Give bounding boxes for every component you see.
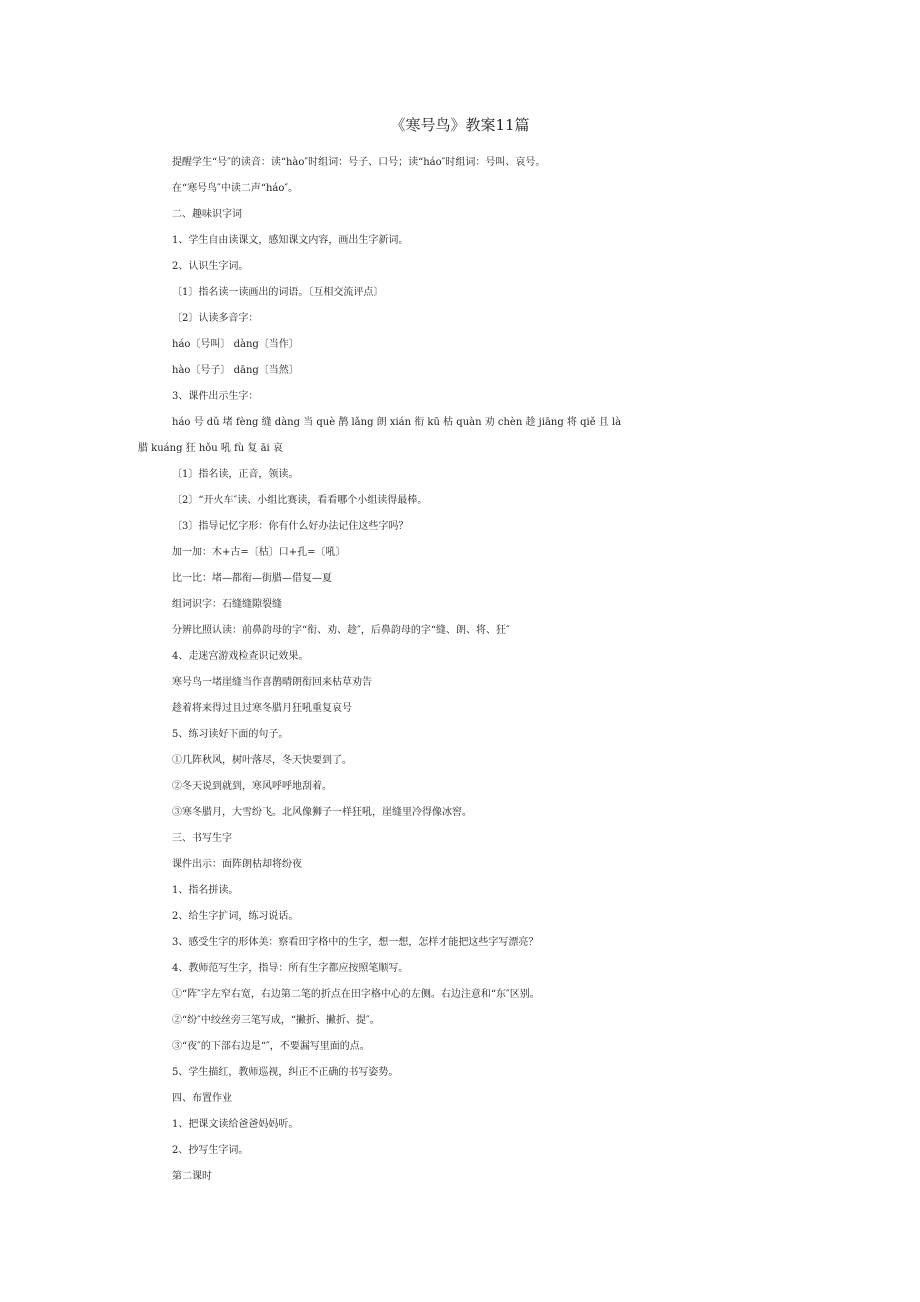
paragraph-line: hào〔号子〕 dāng〔当然〕 [172, 365, 299, 376]
paragraph-line: 1、学生自由读课文，感知课文内容，画出生字新词。 [172, 235, 409, 246]
document-body [138, 150, 908, 1190]
document-title: 《寒号鸟》教案11篇 [390, 116, 530, 134]
paragraph-line: 5、学生描红，教师巡视，纠正不正确的书写姿势。 [172, 1067, 399, 1078]
paragraph-line: 1、指名拼读。 [172, 885, 239, 896]
paragraph-line: 提醒学生“号″的读音：读“hào″时组词：号子、口号；读“háo″时组词：号叫、哀号。 [172, 157, 546, 168]
paragraph-line: 〔1〕指名读，正音，领读。 [172, 469, 299, 480]
paragraph-line: 组词识字：石缝缝隙裂缝 [172, 599, 282, 610]
paragraph-line: 2、给生字扩词，练习说话。 [172, 911, 299, 922]
paragraph-line: ②“纷″中绞丝旁三笔写成，“撇折、撇折、提″。 [172, 1015, 380, 1026]
paragraph-line: 3、课件出示生字： [172, 391, 259, 402]
paragraph-line: 比一比：堵—都衔—街腊—借复—夏 [172, 573, 332, 584]
paragraph-line: 四、布置作业 [172, 1093, 232, 1104]
paragraph-line: 加一加：木+古=〔枯〕口+孔=〔吼〕 [172, 547, 346, 558]
paragraph-line: 1、把课文读给爸爸妈妈听。 [172, 1119, 299, 1130]
paragraph-line: 课件出示：面阵朗枯却将纷夜 [172, 859, 302, 870]
paragraph-line: 4、教师范写生字，指导：所有生字都应按照笔顺写。 [172, 963, 409, 974]
paragraph-line: 4、走迷宫游戏检查识记效果。 [172, 651, 309, 662]
paragraph-line: ②冬天说到就到，寒风呼呼地刮着。 [172, 781, 332, 792]
paragraph-line: ①“阵″字左窄右宽，右边第二笔的折点在田字格中心的左侧。右边注意和“东″区别。 [172, 989, 540, 1000]
paragraph-line: 第二课时 [172, 1171, 212, 1182]
paragraph-line: 5、练习读好下面的句子。 [172, 729, 289, 740]
paragraph-line: 腊 kuáng 狂 hǒu 吼 fù 复 āi 哀 [138, 443, 283, 454]
paragraph-line: háo 号 dǔ 堵 fèng 缝 dàng 当 què 鹊 lǎng 朗 xián 衔 kū 枯 quàn 劝 chèn 趁 jiāng 将 qiě 且 là [172, 417, 622, 428]
paragraph-line: 〔3〕指导记忆字形：你有什么好办法记住这些字吗？ [172, 521, 409, 532]
paragraph-line: 3、感受生字的形体美：察看田字格中的生字，想一想，怎样才能把这些字写漂亮？ [172, 937, 539, 948]
paragraph-line: ①几阵秋风，树叶落尽，冬天快要到了。 [172, 755, 352, 766]
paragraph-line: háo〔号叫〕 dàng〔当作〕 [172, 339, 299, 350]
paragraph-line: 2、抄写生字词。 [172, 1145, 249, 1156]
paragraph-line: 〔1〕指名读一读画出的词语。〔互相交流评点〕 [172, 287, 384, 298]
paragraph-line: 寒号鸟一堵崖缝当作喜鹊晴朗衔回来枯草劝告 [172, 677, 372, 688]
paragraph-line: ③寒冬腊月，大雪纷飞。北风像狮子一样狂吼，崖缝里冷得像冰窖。 [172, 807, 472, 818]
paragraph-line: 〔2〕认读多音字： [172, 313, 259, 324]
paragraph-line: 分辨比照认读：前鼻韵母的字“衔、劝、趁″，后鼻韵母的字“缝、朗、将、狂″ [172, 625, 510, 636]
paragraph-line: 2、认识生字词。 [172, 261, 249, 272]
paragraph-line: 在“寒号鸟″中读二声“háo″。 [172, 183, 299, 194]
paragraph-line: ③“夜″的下部右边是“″，不要漏写里面的点。 [172, 1041, 370, 1052]
paragraph-line: 趁着将来得过且过寒冬腊月狂吼重复哀号 [172, 703, 352, 714]
paragraph-line: 〔2〕“开火车″读、小组比赛读，看看哪个小组读得最棒。 [172, 495, 428, 506]
paragraph-line: 二、趣味识字词 [172, 209, 242, 220]
paragraph-line: 三、书写生字 [172, 833, 232, 844]
